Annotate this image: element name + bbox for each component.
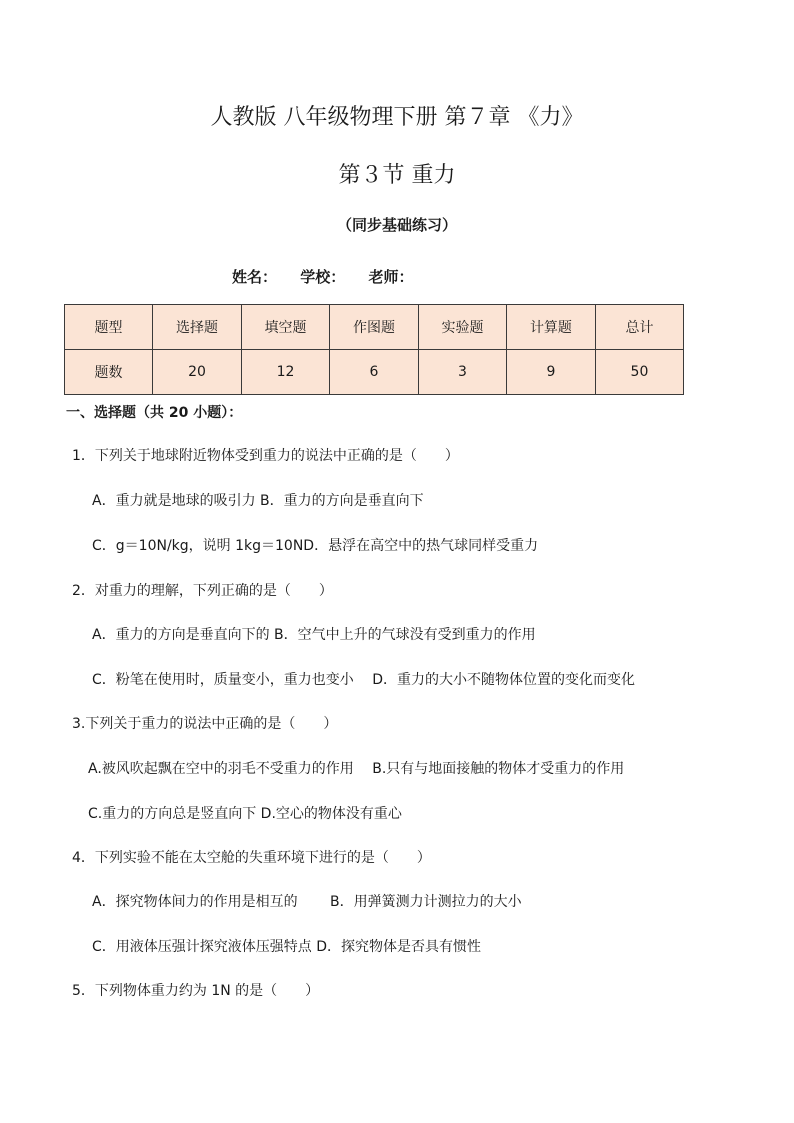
table-cell: 20: [152, 350, 241, 395]
table-header-cell: 实验题: [418, 305, 506, 350]
question-stem: 2．对重力的理解，下列正确的是（ ）: [72, 583, 333, 599]
table-header-cell: 作图题: [330, 305, 419, 350]
question-stem: 5．下列物体重力约为 1N 的是（ ）: [72, 983, 320, 999]
table-row-label: 题数: [65, 350, 153, 395]
table-cell: 12: [241, 350, 329, 395]
question-option: C．粉笔在使用时，质量变小，重力也变小 D．重力的大小不随物体位置的变化而变化: [92, 672, 636, 688]
document-title: 人教版 八年级物理下册 第７章 《力》: [210, 105, 584, 130]
table-header-cell: 题型: [65, 305, 153, 350]
teacher-label: 老师：: [368, 268, 414, 286]
question-count-table: [64, 304, 684, 395]
question-option: C．g＝10N/kg，说明 1kg＝10ND．悬浮在高空中的热气球同样受重力: [92, 538, 539, 554]
table-header-row: [65, 305, 684, 350]
question-stem: 1．下列关于地球附近物体受到重力的说法中正确的是（ ）: [72, 448, 459, 464]
question-option: A．重力的方向是垂直向下的 B．空气中上升的气球没有受到重力的作用: [92, 627, 536, 643]
name-label: 姓名：: [232, 268, 278, 286]
section-heading: 一、选择题（共 20 小题）：: [66, 405, 243, 421]
question-option: A.被风吹起飘在空中的羽毛不受重力的作用 B.只有与地面接触的物体才受重力的作用: [88, 761, 625, 777]
student-info-line: [232, 266, 432, 287]
question-option: C.重力的方向总是竖直向下 D.空心的物体没有重心: [88, 806, 402, 822]
table-cell: 9: [506, 350, 595, 395]
table-cell: 3: [418, 350, 506, 395]
practice-subtitle: （同步基础练习）: [336, 216, 457, 234]
question-stem: 4．下列实验不能在太空舱的失重环境下进行的是（ ）: [72, 850, 431, 866]
table-cell: 50: [595, 350, 683, 395]
table-cell: 6: [330, 350, 419, 395]
question-option: C．用液体压强计探究液体压强特点 D．探究物体是否具有惯性: [92, 939, 482, 955]
question-stem: 3.下列关于重力的说法中正确的是（ ）: [72, 716, 338, 732]
question-option: A．重力就是地球的吸引力 B．重力的方向是垂直向下: [92, 493, 424, 509]
section-title: 第３节 重力: [338, 163, 456, 188]
question-option: A．探究物体间力的作用是相互的 B．用弹簧测力计测拉力的大小: [92, 894, 522, 910]
table-header-cell: 填空题: [241, 305, 329, 350]
table-header-cell: 总计: [595, 305, 683, 350]
table-header-cell: 计算题: [506, 305, 595, 350]
table-header-cell: 选择题: [152, 305, 241, 350]
school-label: 学校：: [300, 268, 346, 286]
table-row: [65, 350, 684, 395]
